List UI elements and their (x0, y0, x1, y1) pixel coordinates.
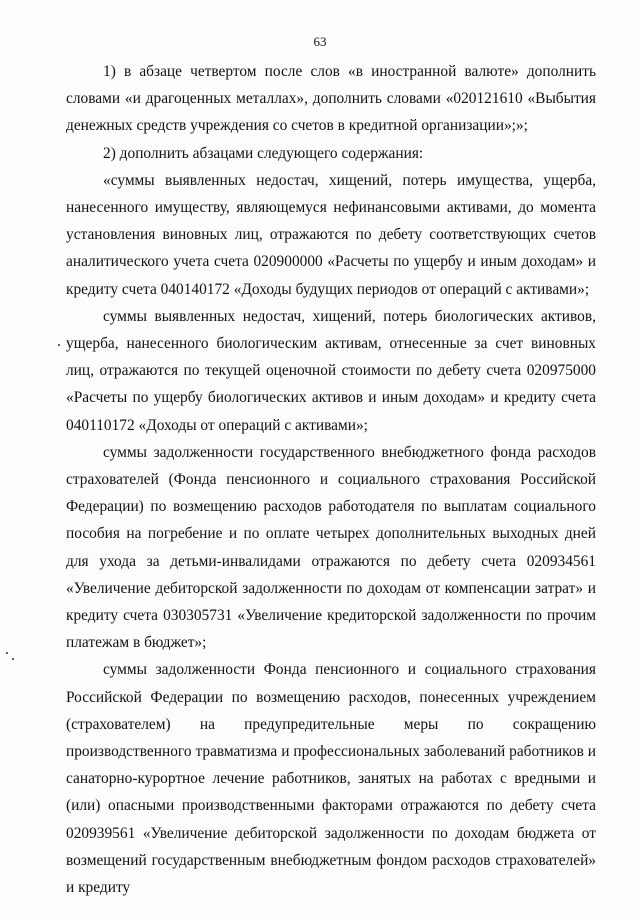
scan-dot-mark (58, 344, 60, 346)
paragraph-fund-debt: суммы задолженности государственного внебюджетного фонда расходов страхователей (Фонда пенсионного и социального страхования Российской Федерации) по возмещению расходов работодателя по выплатам социального пособия на погребение и по оплате четырех дополнительных выходных дней для ухода за детьми-инвалидами отражаются по дебету счета 020934561 «Увеличение дебиторской задолженности по доходам от компенсации затрат» и кредиту счета 030305731 «Увеличение кредиторской задолженности по прочим платежам в бюджет»; (66, 443, 596, 652)
paragraph-property-shortages: «суммы выявленных недостач, хищений, потерь имущества, ущерба, нанесенного имуществу, являющемуся нефинансовыми активами, до момента установления виновных лиц, отражаются по дебету соответствующих счетов аналитического учета счета 020900000 «Расчеты по ущербу и иным доходам» и кредиту счета 040140172 «Доходы будущих периодов от операций с активами»; (66, 171, 596, 298)
paragraph-biological-assets: суммы выявленных недостач, хищений, потерь биологических активов, ущерба, нанесенного биологическим активам, отнесенные за счет виновных лиц, отражаются по текущей оценочной стоимости по дебету счета 020975000 «Расчеты по ущербу биологических активов и иным доходам» и кредиту счета 040110172 «Доходы от операций с активами»; (66, 307, 596, 434)
scan-dot-mark (12, 658, 14, 660)
paragraph-amendment-2: 2) дополнить абзацами следующего содержания: (103, 144, 424, 162)
scan-dot-mark (6, 652, 8, 654)
page-number: 63 (313, 34, 327, 49)
document-body (66, 58, 596, 901)
paragraph-amendment-1: 1) в абзаце четвертом после слов «в иностранной валюте» дополнить словами «и драгоценных металлах», дополнить словами «020121610 «Выбытия денежных средств учреждения со счетов в кредитной организации»;»; (66, 63, 596, 135)
paragraph-fund-compensation: суммы задолженности Фонда пенсионного и социального страхования Российской Федерации по возмещению расходов, понесенных учреждением (страхователем) на предупредительные меры по сокращению производственного травматизма и профессиональных заболеваний работников и санаторно-курортное лечение работников, занятых на работах с вредными и (или) опасными производственными факторами отражаются по дебету счета 020939561 «Увеличение дебиторской задолженности по доходам бюджета от возмещений государственным внебюджетным фондом расходов страхователей» и кредиту (66, 661, 596, 897)
